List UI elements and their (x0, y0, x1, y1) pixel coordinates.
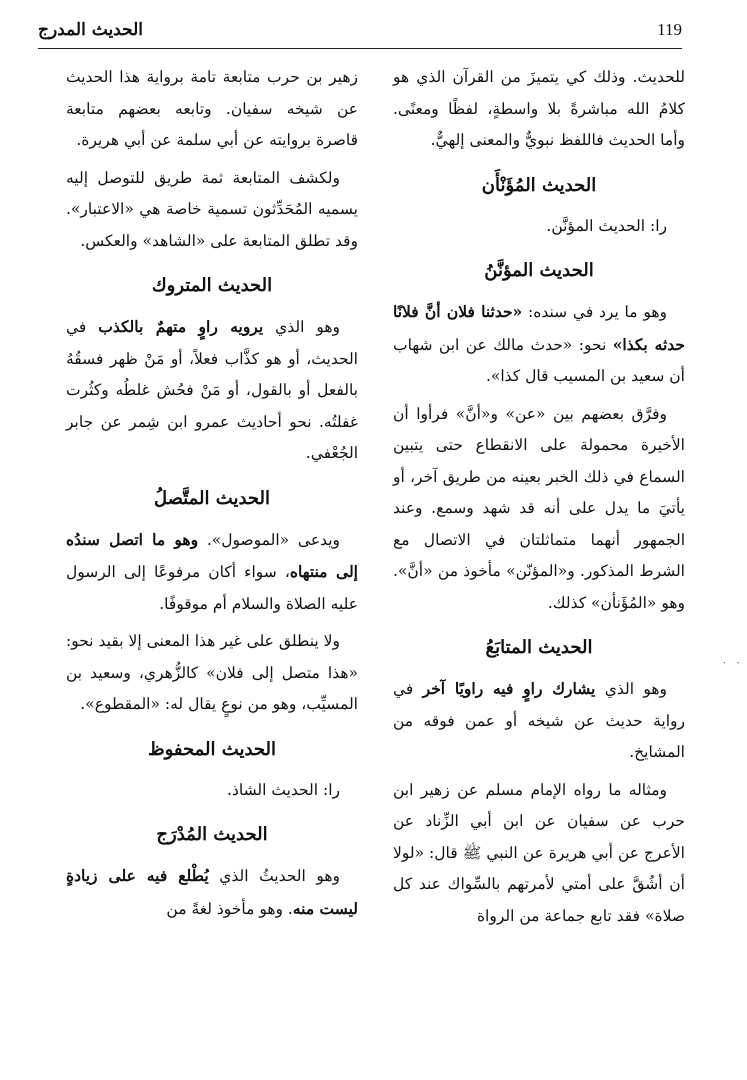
entry-heading: الحديث المؤنَّنُ (484, 260, 594, 281)
paragraph: را: الحديث الشاذ. (227, 780, 340, 799)
bold-text-run: «حدثنا فلان أنَّ فلانًا حدثه بكذا» (393, 302, 685, 354)
margin-marks: · · (722, 656, 743, 670)
bold-text-run: يشارك راوٍ فيه راويًا آخر (422, 679, 596, 698)
text-run: في رواية حديث عن شيخه أو عمن فوقه من المشايخ. (393, 680, 685, 761)
entry-heading: الحديث المتابَعُ (485, 637, 593, 658)
paragraph: زهير بن حرب متابعة تامة برواية هذا الحديث عن شيخه سفيان. وتابعه بعضهم متابعة قاصرة بروايته عن أبي سلمة عن أبي هريرة. (66, 68, 358, 149)
text-run: نحو: «حدث مالك عن ابن شهاب أن سعيد بن المسيب قال كذا». (393, 335, 685, 385)
text-run: . وهو مأخوذ لغةً من (166, 899, 293, 918)
paragraph: ولكشف المتابعة ثمة طريق للتوصل إليه يسميه المُحَدِّثون تسمية خاصة هي «الاعتبار». وقد تطلق المتابعة على «الشاهد» والعكس. (66, 168, 358, 250)
entry-heading: الحديث المحفوظ (147, 738, 277, 760)
bold-text-run: وهو ما اتصل سندُه إلى منتهاه (66, 529, 358, 581)
text-run: وهو الذي (263, 318, 340, 336)
paragraph: ولا ينطلق على غير هذا المعنى إلا بقيد نحو: «هذا متصل إلى فلان» كالزُّهري، وسعيد بن المسيِّب، وهو من نوعٍ يقال له: «المقطوع». (66, 632, 358, 713)
paragraph: ومثاله ما رواه الإمام مسلم عن زهير ابن حرب عن سفيان عن ابن أبي الزِّناد عن الأعرج عن أبي هريرة عن النبي ﷺ قال: «لولا أن أشُقَّ على أمتي لأمرتهم بالسِّواك عند كل صلاة» فقد تابع جماعة من الرواة (393, 780, 685, 925)
paragraph (66, 860, 358, 925)
paragraph (393, 296, 685, 393)
text-run: وهو ما يرد في سنده: (522, 303, 667, 321)
paragraph: وفرَّق بعضهم بين «عن» و«أنَّ» فرأوا أن الأخيرة محمولة على الانقطاع حتى يتبين السماع في ذلك الخبر بعينه من طريق آخر، أو يأتيَ ما يدل على أنه قد شهد وسمع. وعند الجمهور أنهما متماثلتان في الاتصال مع الشرط المذكور. و«المؤنّن» مأخوذ من «أنَّ». وهو «المُؤَنأن» كذلك. (393, 404, 685, 612)
bold-text-run: يرويه راوٍ متهمٌ بالكذب (98, 317, 264, 336)
running-head: الحديث المدرج (38, 20, 143, 40)
entry-heading: الحديث المُؤَنْأَن (481, 174, 597, 196)
left-column (66, 62, 358, 931)
entry-heading: الحديث المُدْرَج (156, 824, 268, 845)
page-header (38, 18, 682, 49)
entry-heading: الحديث المتَّصلُ (153, 487, 271, 509)
text-run: في الحديث، أو هو كذَّاب فعلاً، أو مَنْ ظهر فسقُهُ بالفعل أو بالقول، أو مَنْ فحُش غلطُه وكثُرت غفلتُه. نحو أحاديث عمرو ابن شِمر عن جابر الجُعْفي. (66, 318, 358, 462)
paragraph (393, 673, 685, 769)
entry-heading: الحديث المتروك (151, 275, 273, 296)
right-column (393, 62, 685, 938)
text-run: ويدعى «الموصول». (198, 530, 340, 549)
text-run: وهو الذي (595, 680, 667, 698)
paragraph (66, 311, 358, 470)
text-run: ، سواء أكان مرفوعًا إلى الرسول عليه الصلاة والسلام أم موقوفًا. (66, 563, 358, 613)
paragraph (66, 524, 358, 621)
paragraph: للحديث. وذلك كي يتميزَ من القرآن الذي هو كلامُ الله مباشرةً بلا واسطةٍ، لفظًا ومعنًى. وأما الحديث فاللفظ نبويٌّ والمعنى إلهيٌّ. (393, 68, 685, 149)
paragraph: را: الحديث المؤنَّن. (546, 216, 667, 235)
bold-text-run: يُطْلع فيه على زيادةٍ ليست منه (66, 866, 358, 918)
text-run: وهو الحديثُ الذي (208, 867, 341, 885)
page-number: 119 (657, 20, 682, 39)
